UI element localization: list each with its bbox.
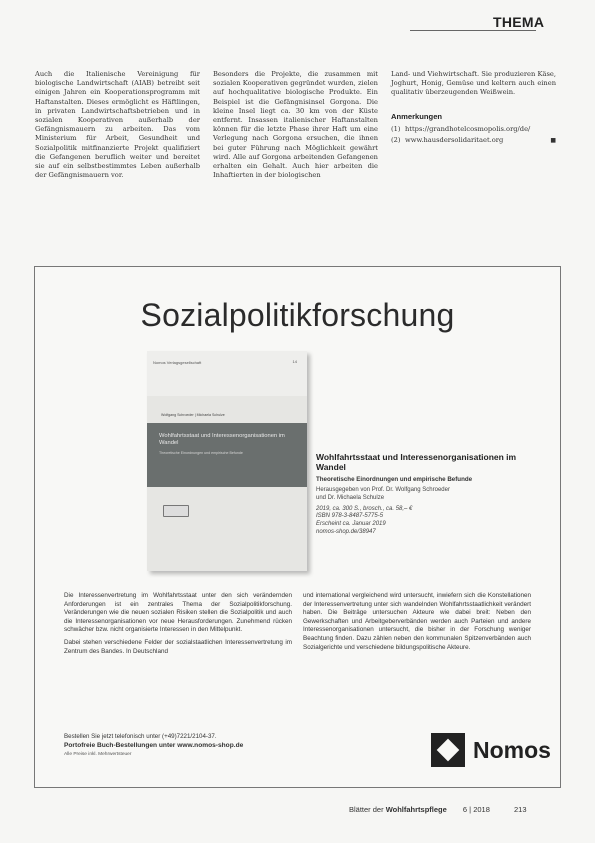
ad-paragraph: und international vergleichend wird untersucht, inwiefern sich die Konstellationen der Interessenvertretung unter sich wandelnden Wohlfahrtsstaatlichkeit verändert haben. Die Beiträge untersuchen Akteure wie dabei breit: Neben den Gewerkschaften und Arbeitgeberverbänden werden auch Parteien und andere Interessenorganisationen untersucht, die bisher in der Forschung weniger Beachtung finden. Dazu zählen neben den kommunalen Spitzenverbänden auch Sozialgerichte und verschiedene bildungspolitische Akteure. [303,592,531,651]
book-release-date: Erscheint ca. Januar 2019 [316,521,386,528]
cover-publisher: Nomos Verlagsgesellschaft [153,360,202,365]
nomos-diamond-icon [431,733,465,767]
article-column-1 [35,70,200,180]
notes-list [391,125,556,145]
advertisement-box [34,266,561,788]
page-footer [349,805,527,814]
book-cover-header [147,351,307,396]
note-link[interactable]: www.hausdersolidaritaet.org [405,136,504,145]
article-paragraph: Land- und Viehwirtschaft. Sie produzieren Käse, Joghurt, Honig, Gemüse und keltern auch einen qualitativ überzeugenden Weißwein. [391,70,556,97]
cover-editors: Wolfgang Schroeder | Michaela Schulze [161,413,225,417]
book-isbn: ISBN 978-3-8487-5775-5 [316,513,384,520]
book-editors-line: Herausgegeben von Prof. Dr. Wolfgang Schroeder [316,487,450,493]
order-shop-link[interactable]: Portofreie Buch-Bestellungen unter www.nomos-shop.de [64,742,244,749]
ad-title: Sozialpolitikforschung [140,297,455,333]
article-column-3 [391,70,556,147]
cover-subtitle: Theoretische Einordnungen und empirische Befunde [159,451,243,455]
note-item [391,125,556,134]
book-cover-image [147,351,307,571]
header-rule [410,30,536,31]
article-column-2 [213,70,378,180]
book-subtitle: Theoretische Einordnungen und empirische Befunde [316,476,473,483]
journal-name: Wohlfahrtspflege [385,805,447,814]
book-specs: 2019, ca. 300 S., brosch., ca. 58,– € [316,505,413,512]
ad-description-right [303,592,531,656]
note-item [391,136,556,145]
publisher-name: Nomos [473,736,551,763]
note-link[interactable]: https://grandhotelcosmopolis.org/de/ [405,124,531,133]
notes-heading: Anmerkungen [391,111,443,121]
book-shop-link[interactable]: nomos-shop.de/38947 [316,528,376,535]
page-number: 213 [513,805,527,814]
note-number: (2) [391,136,401,145]
order-phone: Bestellen Sie jetzt telefonisch unter (+49)7221/2104-37. [64,733,217,740]
publisher-logo-icon [163,505,189,517]
order-info [64,732,243,759]
ad-description-left [64,592,292,660]
end-of-article-icon: ■ [550,137,556,145]
cover-title-panel [147,423,307,487]
book-editors-line: und Dr. Michaela Schulze [316,494,385,501]
cover-title: Wohlfahrtsstaat und Interessenorganisationen im Wandel [159,433,285,446]
order-price-note: Alle Preise inkl. Mehrwertsteuer [64,752,132,757]
journal-prefix: Blätter der [349,805,386,814]
section-label: THEMA [493,14,545,30]
ad-paragraph: Dabei stehen verschiedene Felder der sozialstaatlichen Interessenvertretung im Zentrum des Bandes. In Deutschland [64,638,292,655]
cover-series-number: 14 [292,359,297,364]
note-number: (1) [391,124,401,133]
book-details [316,452,546,537]
article-paragraph: Besonders die Projekte, die zusammen mit sozialen Kooperativen gegründet wurden, zielen auf hochqualitative biologische Produkte. Ein Beispiel ist die Gefängnisinsel Gorgona. Die kleine Insel liegt ca. 30 km von der Küste entfernt. Insassen italienischer Haftanstalten können für die letzte Phase ihrer Haft um eine Verlegung nach Gorgona ersuchen, die ihnen bei guter Führung nach Möglichkeit gewährt wird. Alle auf Gorgona arbeitenden Gefangenen erhalten ein Gehalt. Auch hier arbeiten die Inhaftierten in der biologischen [213,70,378,180]
publisher-logo [431,733,551,767]
book-title: Wohlfahrtsstaat und Interessenorganisationen im Wandel [316,452,517,472]
ad-paragraph: Die Interessenvertretung im Wohlfahrtsstaat unter den sich verändernden Anforderungen ist ein zentrales Thema der Sozialpolitikforschung. Veränderungen wie die neuen sozialen Risiken stellen die Sozialpolitik und auch die Interessenorganisationen vor neue Herausforderungen. Zunehmend rücken schwächer bzw. nicht organisierte Interessen in den Mittelpunkt. [64,592,292,634]
article-paragraph: Auch die Italienische Vereinigung für biologische Landwirtschaft (AIAB) betreibt seit einigen Jahren ein Kooperationsprogramm mit Haftanstalten. Dieses ermöglicht es Häftlingen, in privaten Landwirtschaftsbetrieben und in sozialen Kooperativen außerhalb der Gefängnismauern zu arbeiten. Das vom Ministerium für Arbeit, Gesundheit und Sozialpolitik mitfinanzierte Projekt qualifiziert die Gefangenen beruflich weiter und bereitet sie auf ein selbstbestimmtes Leben außerhalb der Gefängnismauern vor. [35,70,200,180]
issue-number: 6 | 2018 [462,805,490,814]
